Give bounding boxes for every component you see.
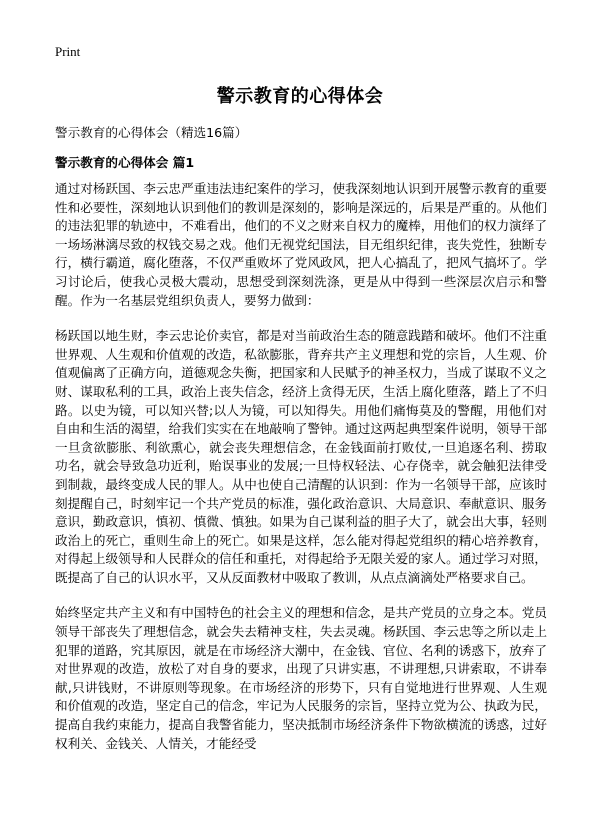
paragraph-3: 始终坚定共产主义和有中国特色的社会主义的理想和信念，是共产党员的立身之本。党员领导干部丧失了理想信念，就会失去精神支柱，失去灵魂。杨跃国、李云忠等之所以走上犯罪的道路，究其原因，就是在市场经济大潮中，在金钱、官位、名利的诱惑下，放弃了对世界观的改造，放松了对自身的要求，出现了只讲实惠，不讲理想,只讲索取，不讲奉献,只讲钱财，不讲原则等现象。在市场经济的形势下，只有自觉地进行世界观、人生观和价值观的改造，坚定自己的信念，牢记为人民服务的宗旨，坚持立党为公、执政为民，提高自我约束能力，提高自我警省能力，坚决抵制市场经济条件下物欲横流的诱惑，过好权利关、金钱关、人情关，才能经受 bbox=[55, 605, 547, 751]
document-title: 警示教育的心得体会 bbox=[216, 86, 384, 107]
document-subtitle: 警示教育的心得体会（精选16篇） bbox=[55, 125, 248, 140]
paragraph-2: 杨跃国以地生财，李云忠论价卖官，都是对当前政治生态的随意践踏和破坏。他们不注重世界观、人生观和价值观的改造，私欲膨胀，背弃共产主义理想和党的宗旨，人生观、价值观偏离了正确方向，道德观念失衡，把国家和人民赋予的神圣权力，当成了谋取不义之财、谋取私利的工具，政治上丧失信念，经济上贪得无厌，生活上腐化堕落，踏上了不归路。以史为镜，可以知兴替;以人为镜，可以知得失。用他们痛悔莫及的警醒，用他们对自由和生活的渴望，给我们实实在在地敲响了警钟。通过这两起典型案件说明，领导干部一旦贪欲膨胀、利欲熏心，就会丧失理想信念，在金钱面前打败仗,一旦追逐名利、捞取功名，就会导致急功近利，贻误事业的发展;一旦恃权轻法、心存侥幸，就会触犯法律受到制裁，最终变成人民的罪人。从中也使自己清醒的认识到：作为一名领导干部，应该时刻提醒自己，时刻牢记一个共产党员的标准，强化政治意识、大局意识、奉献意识、服务意识，勤政意识，慎初、慎微、慎独。如果为自己谋利益的胆子大了，就会出大事，轻则政治上的死亡，重则生命上的死亡。如果是这样，怎么能对得起党组织的精心培养教育，对得起上级领导和人民群众的信任和重托，对得起给予无限关爱的家人。通过学习对照，既提高了自己的认识水平，又从反面教材中吸取了教训，从点点滴滴处严格要求自己。 bbox=[55, 328, 547, 585]
print-link[interactable]: Print bbox=[55, 44, 81, 59]
paragraph-1: 通过对杨跃国、李云忠严重违法违纪案件的学习，使我深刻地认识到开展警示教育的重要性和必要性，深刻地认识到他们的教训是深刻的，影响是深远的，后果是严重的。从他们的违法犯罪的轨迹中，不难看出，他们的不义之财来自权力的魔棒，用他们的权力演绎了一场场淋漓尽致的权钱交易之戏。他们无视党纪国法，目无组织纪律，丧失党性，独断专行，横行霸道，腐化堕落，不仅严重败坏了党风政风，把人心搞乱了，把风气搞坏了。学习讨论后，使我心灵极大震动，思想受到深刻洗涤，更是从中得到一些深层次启示和警醒。作为一名基层党组织负责人，要努力做到： bbox=[55, 181, 547, 308]
article-body bbox=[55, 180, 547, 770]
section-heading: 警示教育的心得体会 篇1 bbox=[55, 155, 195, 170]
